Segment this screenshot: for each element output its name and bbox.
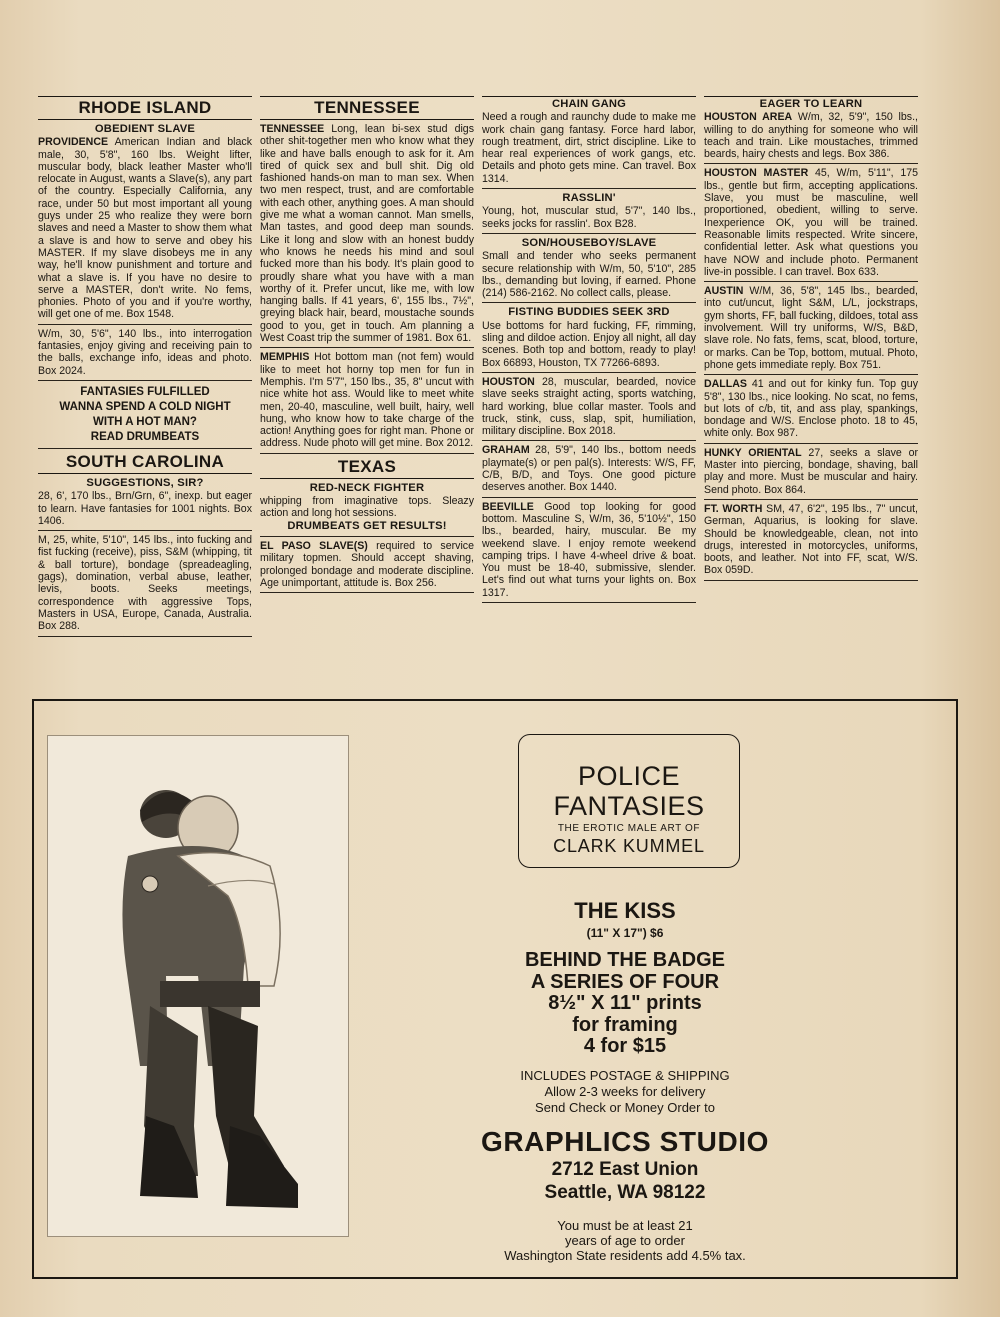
ad-heading: SUGGESTIONS, SIR?	[86, 476, 204, 489]
section-heading: TENNESSEE	[260, 97, 474, 120]
column-2	[260, 96, 474, 704]
ad-body: Hot bottom man (not fem) would like to meet hot horny top men for fun in Memphis. I'm 5'7", 150 lbs., 35, 8" uncut with nice white hot ass. Would like to meet white men, 20-40, masculine, well built, hairy, well hung, who know how to take charge of the action! Anything goes for right man. Phone or address. Nude photo will get mine. Box 2012.	[260, 351, 474, 450]
classified-ad	[260, 122, 474, 348]
promo-line: FANTASIES FULFILLED	[80, 385, 210, 398]
section-heading: SOUTH CAROLINA	[38, 451, 252, 474]
ad-tagline: DRUMBEATS GET RESULTS!	[287, 519, 447, 532]
classified-ad	[260, 481, 474, 537]
promo-line: WANNA SPEND A COLD NIGHT	[59, 400, 231, 413]
legal-line: Washington State residents add 4.5% tax.	[504, 1248, 746, 1263]
shipping-line: Allow 2-3 weeks for delivery	[544, 1084, 706, 1099]
ad-lead: HOUSTON	[482, 375, 535, 388]
police-fantasies-title-box	[518, 734, 740, 868]
ad-heading: OBEDIENT SLAVE	[94, 123, 196, 135]
ad-lead: TENNESSEE	[260, 123, 325, 135]
ad-body: W/m, 30, 5'6", 140 lbs., into interrogation fantasies, enjoy giving and receiving pain to the balls, exchange info, ideas and photo. Box 2024.	[38, 327, 252, 377]
classified-ads-section	[38, 96, 918, 704]
studio-address	[460, 1158, 790, 1204]
shipping-line: Send Check or Money Order to	[535, 1100, 715, 1115]
advert-title-line: POLICE	[577, 761, 681, 791]
classified-ad	[704, 502, 918, 581]
advert-title-line: FANTASIES	[553, 791, 705, 821]
classified-ad	[704, 166, 918, 282]
promo-line: READ DRUMBEATS	[90, 430, 200, 443]
ad-lead: HOUSTON MASTER	[704, 167, 809, 180]
classified-ad	[482, 500, 696, 603]
classified-ad	[260, 539, 474, 593]
classified-ad	[482, 97, 696, 189]
product-kiss-size-price: (11" X 17") $6	[586, 926, 664, 940]
classified-ad	[704, 446, 918, 500]
ad-body: Use bottoms for hard fucking, FF, rimming, sling and dildoe action. Enjoy all night, all day scenes. Both top and bottom, ready to play! Box 66893, Houston, TX 77266-6893.	[482, 319, 696, 369]
ad-body: Good top looking for good bottom. Masculine S, W/m, 36, 5'10½", 150 lbs., bearded, hairy, muscular. Be my weekend slave. I enjoy remote weekend camping trips. I have 4-wheel drive & boat. You must be 18-40, submissive, slender. Let's find out what turns your lights on. Box 1317.	[482, 500, 696, 599]
ad-body: W/M, 36, 5'8", 145 lbs., bearded, into cut/uncut, light S&M, L/L, jockstraps, gym shorts, FF, ball fucking, dildoes, total ass involvement. Will try uniforms, W/S, B&D, slave role. No fats, fems, scat, blood, torture, or marks. Can be Top, bottom, mutual. Photo, phone gets immediate reply. Box 751.	[704, 285, 918, 371]
ad-body: 41 and out for kinky fun. Top guy 5'8", 130 lbs., nice looking. No scat, no fems, but lots of c/b, tit, and ass play, spankings, bondage and W/S. Enclose photo. 18 to 45, white only. Box 987.	[704, 378, 918, 440]
ad-body: W/m, 32, 5'9", 150 lbs., willing to do anything for someone who will teach and train. Like moustaches, trimmed beards, hairy chests and legs. Box 386.	[704, 111, 918, 161]
offer-line: BEHIND THE BADGE	[524, 949, 725, 971]
offer-line: 4 for $15	[583, 1035, 667, 1057]
ad-lead: MEMPHIS	[260, 351, 310, 364]
section-heading: RHODE ISLAND	[38, 97, 252, 120]
legal-notice	[460, 1218, 790, 1263]
classified-ad	[482, 236, 696, 303]
illustration-drawing	[48, 736, 348, 1236]
studio-name: GRAPHLICS STUDIO	[480, 1126, 770, 1157]
address-line: Seattle, WA 98122	[544, 1182, 706, 1203]
ad-body: 28, 6', 170 lbs., Brn/Grn, 6", inexp. but eager to learn. Have fantasies for 1001 nights. Box 1406.	[38, 490, 252, 527]
shipping-line: INCLUDES POSTAGE & SHIPPING	[520, 1068, 730, 1083]
ad-body: Need a rough and raunchy dude to make me work chain gang fantasy. Force hard labor, rough treatment, dirt, strict discipline. Like to hear real experiences of work gangs, etc. Details and photo gets mine. Can travel. Box 1314.	[482, 111, 696, 185]
classified-ad	[704, 97, 918, 164]
legal-line: years of age to order	[565, 1233, 685, 1248]
ad-lead: HUNKY ORIENTAL	[704, 446, 802, 459]
classified-ad	[482, 191, 696, 234]
ad-heading: CHAIN GANG	[551, 98, 627, 110]
ad-body: 27, seeks a slave or Master into piercing, bondage, shaving, ball play and more. Must be muscular and hairy. Send photo. Box 864.	[704, 446, 918, 496]
ad-lead: AUSTIN	[704, 285, 744, 298]
classified-ad	[38, 533, 252, 636]
section-heading: TEXAS	[260, 456, 474, 479]
classified-ad	[482, 305, 696, 372]
shipping-info	[460, 1068, 790, 1116]
ad-heading: FISTING BUDDIES SEEK 3RD	[508, 306, 670, 319]
classified-ad	[38, 122, 252, 325]
ad-lead: GRAHAM	[482, 444, 530, 457]
offer-line: A SERIES OF FOUR	[530, 970, 720, 993]
ad-body: Long, lean bi-sex stud digs other shit-together men who know what they like and have balls enough to ask for it. Am tired of quick sex and bull shit. Dig old fashioned hands-on man to man sex. When two men respect, trust, and are comfortable with each other, anything goes. A man should give me what a woman cannot. Man smells, Man tastes, and good deep man sounds. Like it long and slow with an honest buddy who knows he needs his mind and soul fucked more than his body. It's plain good to proudly share what you have with a man worthy of it. Prefer uncut, like me, with low hanging balls. If 41 years, 6', 155 lbs., 7½", greying black hair, beard, moustache sounds good to you, get in touch. Am planning a West Coast trip the summer of 1981. Box 61.	[260, 123, 474, 345]
ad-body: Young, hot, muscular stud, 5'7", 140 lbs., seeks jocks for rasslin'. Box B28.	[482, 205, 696, 230]
column-1	[38, 96, 252, 704]
ad-lead: BEEVILLE	[482, 500, 534, 513]
product-behind-the-badge	[460, 950, 790, 1058]
ad-lead: DALLAS	[704, 378, 747, 391]
legal-line: You must be at least 21	[557, 1218, 693, 1233]
ad-body: whipping from imaginative tops. Sleazy action and long hot sessions.	[260, 495, 474, 520]
ad-body: required to service military topmen. Should accept shaving, prolonged bondage and moderate discipline. Age unimportant, attitude is. Box 256.	[260, 539, 474, 589]
ad-heading: RASSLIN'	[562, 192, 616, 205]
offer-line: 8½" X 11" prints	[548, 992, 702, 1014]
ad-lead: PROVIDENCE	[38, 136, 109, 149]
ad-heading: RED-NECK FIGHTER	[309, 481, 425, 494]
offer-line: for framing	[572, 1013, 678, 1036]
ad-body: SM, 47, 6'2", 195 lbs., 7" uncut, German, Aquarius, is looking for slave. Should be knowledgeable, clean, not into drugs, interested in motorcycles, uniforms, boots, and leather. Not into FF, scat, W/S. Box 059D.	[704, 502, 918, 577]
classified-ad	[704, 377, 918, 443]
column-3	[482, 96, 696, 704]
classified-ad	[38, 476, 252, 531]
ad-lead: HOUSTON AREA	[704, 111, 793, 124]
promo-line: WITH A HOT MAN?	[93, 415, 197, 428]
column-4	[704, 96, 918, 704]
ad-heading: EAGER TO LEARN	[759, 98, 863, 110]
ad-lead: FT. WORTH	[704, 502, 763, 515]
classified-ad	[260, 350, 474, 453]
ad-body: 45, W/m, 5'11", 175 lbs., gentle but firm, accepting applications. Slave, you must be masculine, well proportioned, obedient, willing to serve. Inexperience OK, you will be trained. Reasonable limits respected. Write sincere, confidential letter. Ask what questions you have NOW and include photo. Permanent live-in possible. I can travel. Box 633.	[704, 167, 918, 278]
address-line: 2712 East Union	[551, 1159, 699, 1180]
illustration-kiss	[47, 735, 349, 1237]
advert-artist: CLARK KUMMEL	[553, 836, 705, 856]
classified-ad	[482, 375, 696, 441]
drumbeats-promo	[38, 383, 252, 449]
advert-subtitle: THE EROTIC MALE ART OF	[557, 823, 701, 834]
classified-ad	[704, 284, 918, 375]
ad-body: American Indian and black male, 30, 5'8", 160 lbs. Weight lifter, muscular body, black leather Master who'll relocate in August, wants a Slave(s), any part of the country. Especially California, any race, under 50 but most important all young guys under 25 who realize they were born slaves and need a Master to show them what a slave is and how to serve and obey his MASTER. If my slave disobeys me in any way, he'll know punishment and torture and what a slave is. If you have no desire to serve a MASTER, don't write. No fems, phonies. Photo of you and if you're worthy, will get one of me. Box 1548.	[38, 136, 252, 321]
ad-body: 28, 5'9", 140 lbs., bottom needs playmate(s) or pen pal(s). Interests: W/S, FF, C/B, B/D, and Toys. One good picture deserves another. Box 1440.	[482, 444, 696, 494]
ad-body: 28, muscular, bearded, novice slave seeks straight acting, sports watching, hard working, blue collar master. Tools and truck, stink, cuss, slap, spit, humiliation, military discipline. Box 2018.	[482, 375, 696, 438]
classified-ad	[482, 443, 696, 497]
product-kiss: THE KISS	[574, 898, 676, 923]
ad-heading: SON/HOUSEBOY/SLAVE	[521, 236, 657, 249]
classified-ad	[38, 327, 252, 381]
ad-body: Small and tender who seeks permanent secure relationship with W/m, 50, 5'10", 285 lbs., demanding but loving, if earned. Phone (214) 586-2162. No collect calls, please.	[482, 250, 696, 300]
ad-body: M, 25, white, 5'10", 145 lbs., into fucking and fist fucking (receive), piss, S&M (whipping, tit & ball torture), bondage (spreadeagling, gags), domination, verbal abuse, leather, levis, boots. Seeks meetings, correspondence with aggressive Tops, Masters in USA, Europe, Canada, Australia. Box 288.	[38, 534, 252, 633]
ad-lead: EL PASO SLAVE(S)	[260, 539, 368, 552]
